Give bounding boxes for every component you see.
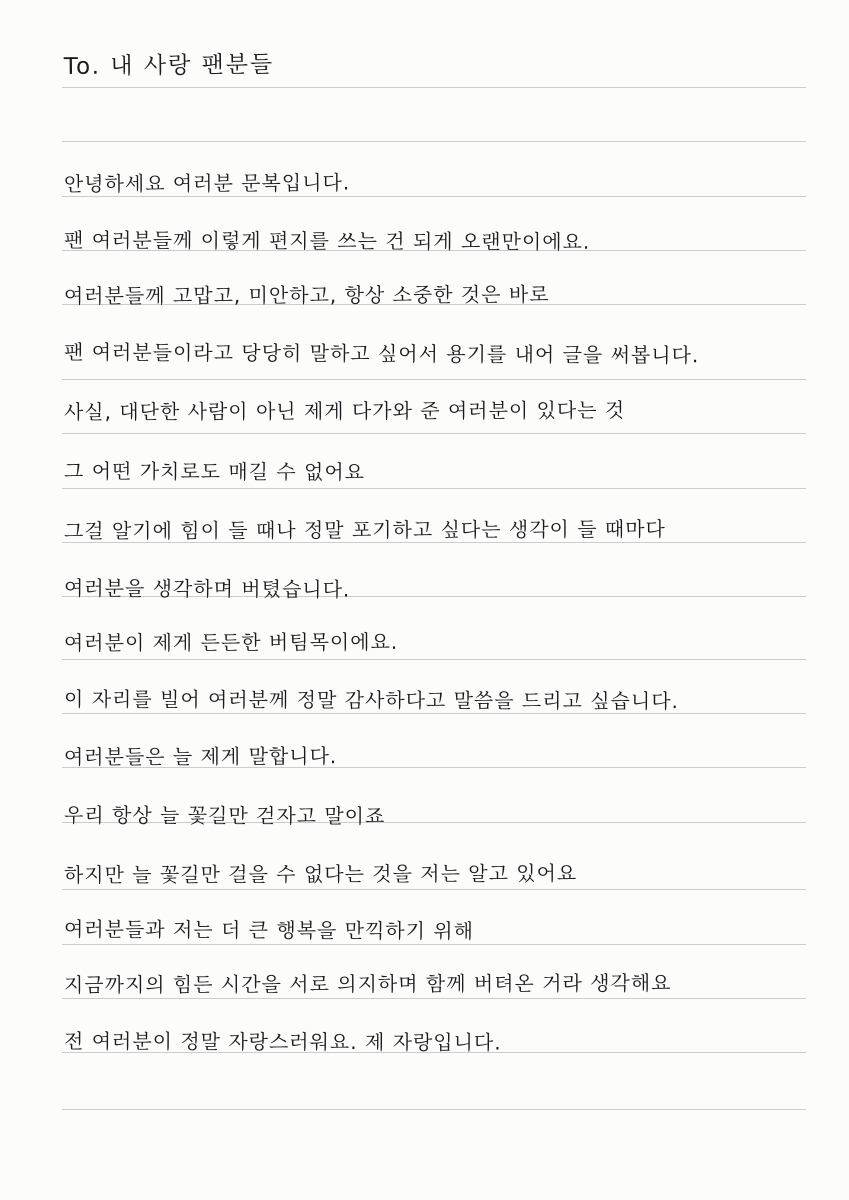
letter-line: 그걸 알기에 힘이 들 때나 정말 포기하고 싶다는 생각이 들 때마다 bbox=[63, 516, 666, 543]
ruled-line bbox=[62, 998, 806, 999]
ruled-line bbox=[62, 659, 806, 660]
ruled-line bbox=[62, 889, 806, 890]
ruled-line bbox=[62, 141, 806, 142]
letter-line: 이 자리를 빌어 여러분께 정말 감사하다고 말씀을 드리고 싶습니다. bbox=[64, 687, 679, 714]
letter-line: 팬 여러분들께 이렇게 편지를 쓰는 건 되게 오랜만이에요. bbox=[64, 228, 591, 254]
letter-line: 여러분이 제게 든든한 버팀목이에요. bbox=[63, 629, 399, 655]
letter-line: 여러분들과 저는 더 큰 행복을 만끽하기 위해 bbox=[64, 917, 475, 944]
salutation: To. 내 사랑 팬분들 bbox=[63, 51, 275, 81]
letter-line: 팬 여러분들이라고 당당히 말하고 싶어서 용기를 내어 글을 써봅니다. bbox=[64, 340, 700, 368]
letter-line: 우리 항상 늘 꽃길만 걷자고 말이죠 bbox=[64, 803, 386, 829]
ruled-line bbox=[62, 433, 806, 434]
letter-line: 여러분들은 늘 제게 말합니다. bbox=[63, 744, 338, 769]
letter-line: 안녕하세요 여러분 문복입니다. bbox=[63, 170, 351, 197]
ruled-line bbox=[62, 87, 806, 88]
letter-line: 여러분들께 고맙고, 미안하고, 항상 소중한 것은 바로 bbox=[63, 282, 550, 308]
ruled-line bbox=[62, 488, 806, 489]
letter-line: 지금까지의 힘든 시간을 서로 의지하며 함께 버텨온 거라 생각해요 bbox=[63, 970, 672, 997]
letter-line: 여러분을 생각하며 버텼습니다. bbox=[64, 576, 351, 602]
letter-line: 하지만 늘 꽃길만 걸을 수 없다는 것을 저는 알고 있어요 bbox=[63, 861, 578, 887]
letter-line: 사실, 대단한 사람이 아닌 제게 다가와 준 여러분이 있다는 것 bbox=[63, 398, 626, 424]
ruled-line bbox=[62, 379, 806, 380]
ruled-line bbox=[62, 944, 806, 945]
letter-line: 전 여러분이 정말 자랑스러워요. 제 자랑입니다. bbox=[64, 1029, 502, 1055]
ruled-line bbox=[62, 1109, 806, 1110]
letter-line: 그 어떤 가치로도 매길 수 없어요 bbox=[64, 459, 366, 485]
